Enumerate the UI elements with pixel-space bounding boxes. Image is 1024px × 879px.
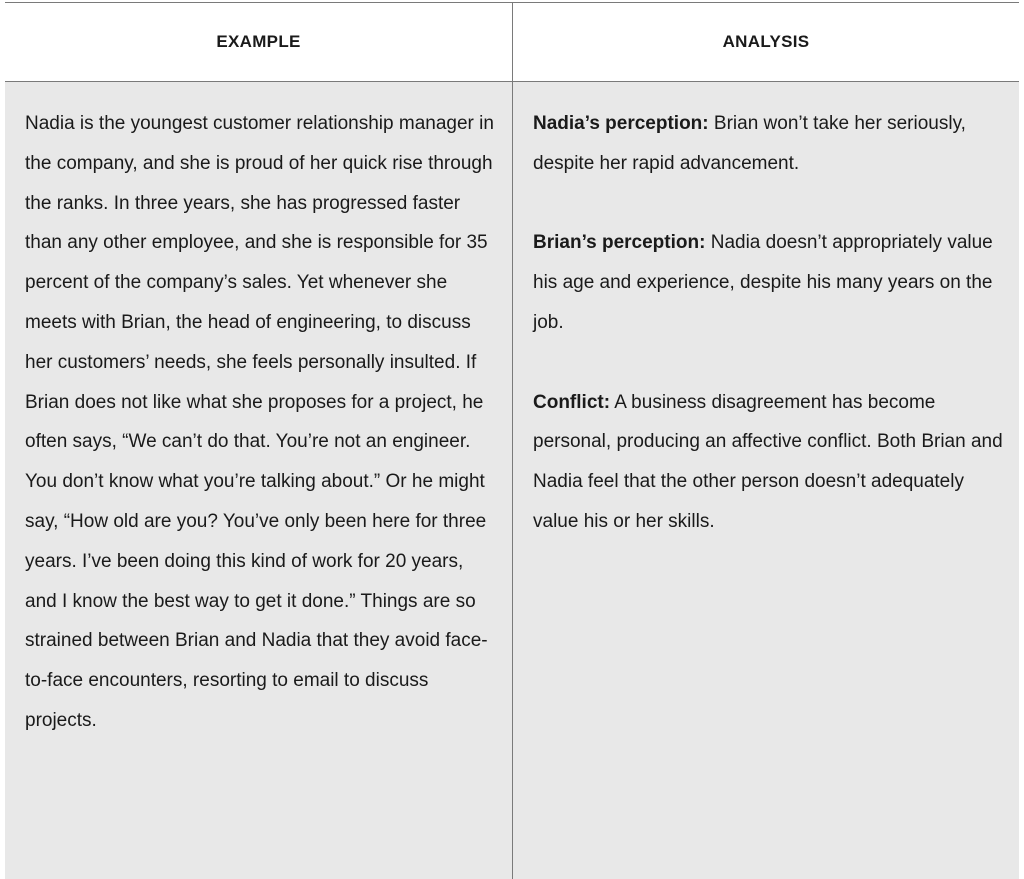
analysis-label: Conflict: xyxy=(533,391,611,413)
analysis-text: A business disagreement has become personal, producing an affective conflict. Both Brian and Nadia feel that the other person doesn’t adequately value his or her skills. xyxy=(533,391,1003,532)
analysis-label: Nadia’s perception: xyxy=(533,113,709,134)
analysis-cell xyxy=(533,104,1003,582)
analysis-nadia-perception xyxy=(533,104,1003,184)
analysis-text: Nadia doesn’t appropriately value his age and experience, despite his many years on the job. xyxy=(533,232,993,333)
comparison-table xyxy=(5,2,1019,879)
analysis-label: Brian’s perception: xyxy=(533,232,706,254)
analysis-brian-perception xyxy=(533,223,1003,342)
column-divider xyxy=(512,3,513,879)
example-cell-text: Nadia is the youngest customer relationship manager in the company, and she is proud of her quick rise through the ranks. In three years, she has progressed faster than any other employee, and she is responsible for 35 percent of the company’s sales. Yet whenever she meets with Brian, the head of engineering, to discuss her customers’ needs, she feels personally insulted. If Brian does not like what she proposes for a project, he often says, “We can’t do that. You’re not an engineer. You don’t know what you’re talking about.” Or he might say, “How old are you? You’ve only been here for three years. I’ve been doing this kind of work for 20 years, and I know the best way to get it done.” Things are so strained between Brian and Nadia that they avoid face-to-face encounters, resorting to email to discuss projects. xyxy=(25,113,494,731)
analysis-text: Brian won’t take her seriously, despite her rapid advancement. xyxy=(533,113,966,174)
analysis-conflict xyxy=(533,383,1003,542)
header-example: EXAMPLE xyxy=(216,32,301,51)
header-analysis: ANALYSIS xyxy=(722,32,810,51)
